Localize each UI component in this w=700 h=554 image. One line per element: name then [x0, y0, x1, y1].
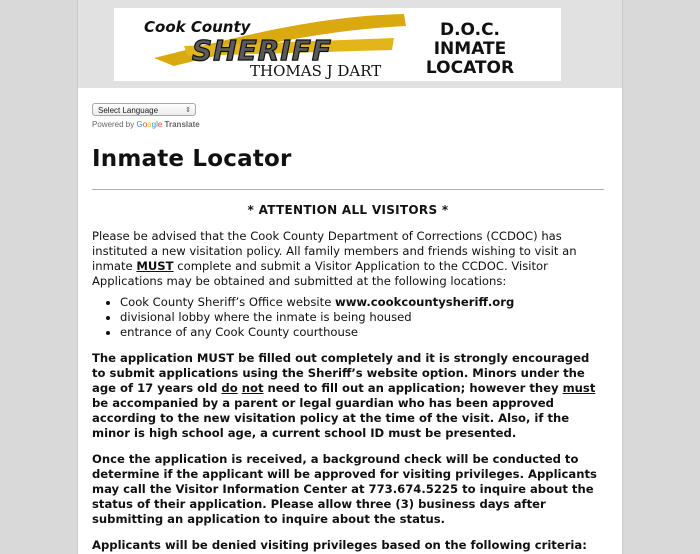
- language-select-label: Select Language: [98, 106, 159, 115]
- banner-sheriff: SHERIFF: [192, 34, 332, 67]
- sheriff-banner: [114, 8, 561, 81]
- title-divider: [92, 189, 604, 190]
- google-logo-text: Google: [136, 120, 163, 129]
- application-paragraph: The application MUST be filled out completely and it is strongly encouraged to submit applications using the Sheriff’s website option. Minors under the age of 17 years old do not need to fill out an application; however they must be accompanied by a parent or legal guardian who has been approved according to the new visitation policy at the time of the visit. Also, if the minor is high school age, a current school ID must be presented.: [92, 351, 596, 440]
- locations-list: [92, 295, 604, 340]
- attention-heading: * ATTENTION ALL VISITORS *: [247, 203, 449, 217]
- intro-paragraph: Please be advised that the Cook County Department of Corrections (CCDOC) has instituted a new visitation policy. All family members and friends wishing to visit an inmate MUST complete and submit a Visitor Application to the CCDOC. Visitor Applications may be obtained and submitted at the following locations:: [92, 229, 577, 288]
- banner-name: THOMAS J DART: [250, 62, 382, 80]
- select-arrows-icon: ⇕: [185, 107, 191, 114]
- main-content: [92, 146, 604, 553]
- powered-by-google[interactable]: [92, 120, 200, 129]
- list-item: • entrance of any Cook County courthouse: [120, 325, 604, 340]
- list-item: • Cook County Sheriff’s Office website www.cookcountysheriff.org: [120, 295, 604, 310]
- language-select[interactable]: [92, 103, 196, 116]
- background-check-paragraph: Once the application is received, a background check will be conducted to determine if the applicant will be approved for visiting privileges. Applicants may call the Visitor Information Center at 773.674.5225 to inquire about the status of their application. Please allow three (3) business days after submitting an application to inquire about the status.: [92, 452, 597, 526]
- banner-county: Cook County: [144, 18, 251, 36]
- banner-inmate: INMATE: [433, 39, 507, 59]
- banner-locator: LOCATOR: [425, 58, 515, 78]
- sheriff-website-text: www.cookcountysheriff.org: [335, 295, 515, 309]
- must-emphasis: MUST: [136, 259, 174, 273]
- translate-link[interactable]: Translate: [164, 120, 200, 129]
- banner-doc: D.O.C.: [439, 20, 501, 40]
- header-band: [78, 0, 622, 88]
- google-translate-widget: [92, 103, 200, 129]
- page-title: Inmate Locator: [92, 146, 292, 172]
- page-container: [78, 0, 622, 554]
- list-item: • divisional lobby where the inmate is being housed: [120, 310, 604, 325]
- denied-criteria-heading: Applicants will be denied visiting privileges based on the following criteria:: [92, 538, 587, 552]
- sheriff-logo: [114, 8, 561, 81]
- powered-by-text: Powered by: [92, 120, 135, 129]
